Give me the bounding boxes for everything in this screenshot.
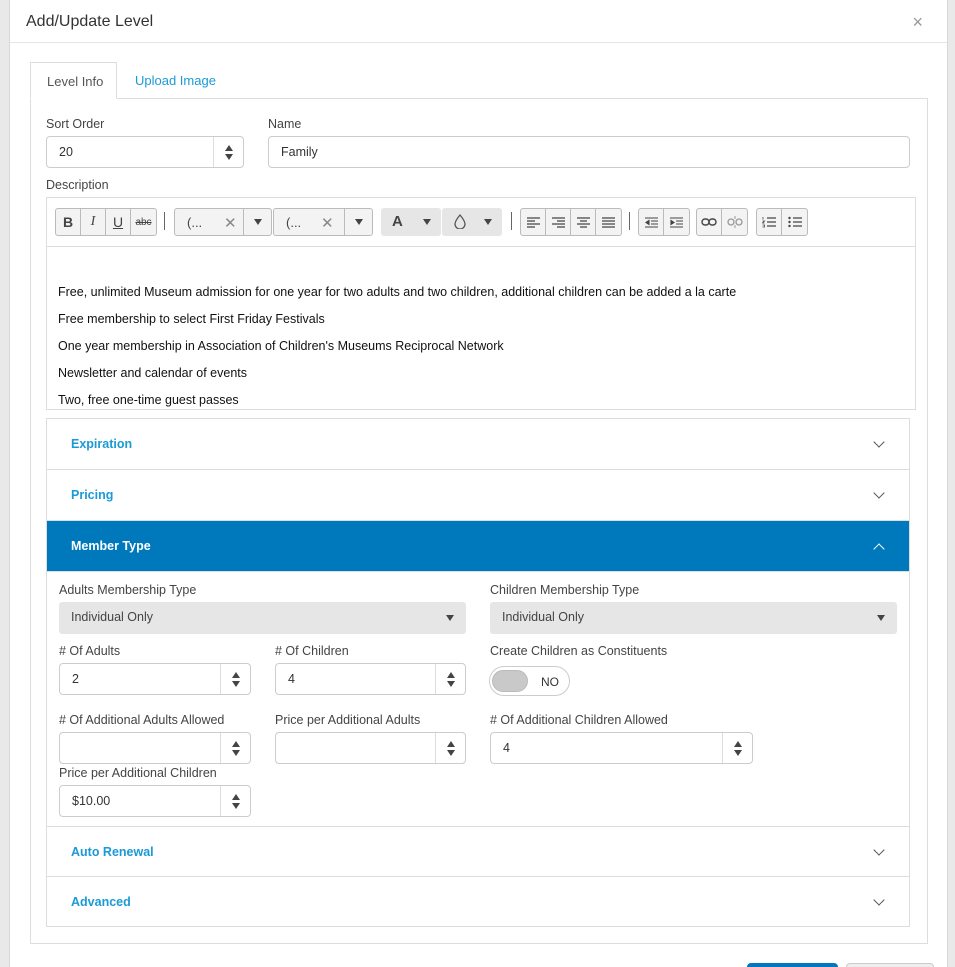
chevron-down-icon[interactable] — [484, 219, 492, 225]
additional-children-label: # Of Additional Children Allowed — [490, 713, 668, 727]
indent-group — [638, 208, 690, 236]
num-adults-label: # Of Adults — [59, 644, 121, 658]
unordered-list-icon — [788, 216, 802, 228]
decrement-icon[interactable] — [734, 750, 742, 756]
price-additional-adults-stepper[interactable] — [435, 733, 465, 763]
pricing-section-title: Pricing — [71, 488, 114, 502]
font-size-select[interactable] — [273, 208, 373, 236]
children-membership-type-select[interactable] — [490, 602, 897, 634]
font-name-value: (... — [187, 215, 203, 230]
text-style-group — [55, 208, 157, 236]
outdent-button[interactable] — [639, 209, 664, 235]
ordered-list-icon — [762, 216, 776, 228]
align-left-icon — [527, 217, 540, 228]
description-line: One year membership in Association of Children's Museums Reciprocal Network — [58, 339, 504, 353]
outdent-icon — [645, 217, 658, 228]
num-children-value: 4 — [288, 672, 295, 686]
clear-icon[interactable]: ✕ — [321, 215, 334, 232]
additional-adults-input[interactable] — [59, 732, 251, 764]
decrement-icon[interactable] — [232, 803, 240, 809]
align-center-button[interactable] — [571, 209, 596, 235]
decrement-icon[interactable] — [447, 681, 455, 687]
num-children-label: # Of Children — [275, 644, 349, 658]
advanced-section-header[interactable] — [47, 877, 909, 928]
member-type-section-header[interactable] — [47, 521, 909, 572]
editor-content[interactable] — [47, 247, 915, 409]
description-line: Free, unlimited Museum admission for one year for two adults and two children, additional children can be added a la carte — [58, 285, 737, 299]
name-input[interactable] — [268, 136, 910, 168]
ordered-list-button[interactable] — [757, 209, 782, 235]
clear-icon[interactable]: ✕ — [224, 215, 237, 232]
save-button[interactable] — [747, 963, 838, 967]
num-adults-stepper[interactable] — [220, 664, 250, 694]
toggle-knob[interactable] — [492, 670, 528, 692]
additional-adults-label: # Of Additional Adults Allowed — [59, 713, 225, 727]
create-children-toggle[interactable] — [489, 666, 570, 696]
increment-icon[interactable] — [232, 672, 240, 678]
expiration-section-title: Expiration — [71, 437, 133, 451]
children-membership-type-label: Children Membership Type — [490, 583, 640, 597]
create-children-label: Create Children as Constituents — [490, 644, 668, 658]
description-line: Free membership to select First Friday Festivals — [58, 312, 325, 326]
chevron-down-icon — [873, 844, 884, 855]
underline-button[interactable]: U — [106, 209, 131, 235]
font-size-value: (... — [286, 215, 302, 230]
sort-order-input[interactable] — [46, 136, 244, 168]
tab-level-info[interactable]: Level Info — [30, 62, 117, 99]
increment-icon[interactable] — [232, 741, 240, 747]
num-children-input[interactable] — [275, 663, 466, 695]
auto-renewal-section-header[interactable] — [47, 826, 909, 877]
link-group — [696, 208, 748, 236]
description-label: Description — [46, 178, 109, 192]
toggle-state: NO — [541, 675, 559, 689]
additional-children-stepper[interactable] — [722, 733, 752, 763]
bold-button[interactable]: B — [56, 209, 81, 235]
num-children-stepper[interactable] — [435, 664, 465, 694]
increment-icon[interactable] — [232, 794, 240, 800]
price-additional-children-stepper[interactable] — [220, 786, 250, 816]
additional-children-input[interactable] — [490, 732, 753, 764]
increment-icon[interactable] — [447, 741, 455, 747]
close-icon[interactable]: × — [912, 12, 923, 32]
indent-icon — [670, 217, 683, 228]
children-membership-type-value: Individual Only — [502, 610, 584, 624]
decrement-icon[interactable] — [447, 750, 455, 756]
align-justify-button[interactable] — [596, 209, 621, 235]
cancel-button[interactable] — [846, 963, 934, 967]
align-right-button[interactable] — [546, 209, 571, 235]
align-left-button[interactable] — [521, 209, 546, 235]
adults-membership-type-value: Individual Only — [71, 610, 153, 624]
additional-children-value: 4 — [503, 741, 510, 755]
increment-icon[interactable] — [734, 741, 742, 747]
sort-order-stepper[interactable] — [213, 137, 243, 167]
toolbar-divider — [629, 212, 630, 230]
chevron-down-icon[interactable] — [423, 219, 431, 225]
unlink-icon — [727, 216, 743, 228]
description-line: Two, free one-time guest passes — [58, 393, 239, 407]
background-color-picker[interactable] — [442, 208, 502, 236]
name-label: Name — [268, 117, 302, 131]
decrement-icon[interactable] — [225, 154, 233, 160]
decrement-icon[interactable] — [232, 750, 240, 756]
increment-icon[interactable] — [447, 672, 455, 678]
price-additional-children-value: $10.00 — [72, 794, 111, 808]
strikethrough-button[interactable]: abc — [135, 216, 152, 228]
pricing-section-header[interactable] — [47, 470, 909, 521]
adults-membership-type-label: Adults Membership Type — [59, 583, 197, 597]
link-button[interactable] — [697, 209, 722, 235]
caret-down-icon — [446, 615, 454, 621]
advanced-section-title: Advanced — [71, 895, 131, 909]
toolbar-divider — [511, 212, 512, 230]
align-center-icon — [577, 217, 590, 228]
indent-button[interactable] — [664, 209, 689, 235]
sort-order-value: 20 — [59, 145, 73, 159]
description-line: Newsletter and calendar of events — [58, 366, 247, 380]
chevron-down-icon[interactable] — [344, 209, 372, 235]
price-additional-adults-input[interactable] — [275, 732, 466, 764]
text-color-picker[interactable] — [381, 208, 441, 236]
sort-order-label: Sort Order — [46, 117, 105, 131]
member-type-section-title: Member Type — [71, 539, 151, 553]
auto-renewal-section-title: Auto Renewal — [71, 845, 154, 859]
font-name-select[interactable] — [174, 208, 272, 236]
num-adults-value: 2 — [72, 672, 79, 686]
decrement-icon[interactable] — [232, 681, 240, 687]
price-additional-children-label: Price per Additional Children — [59, 766, 217, 780]
price-additional-children-input[interactable] — [59, 785, 251, 817]
additional-adults-stepper[interactable] — [220, 733, 250, 763]
align-justify-icon — [602, 217, 615, 228]
alignment-group — [520, 208, 622, 236]
link-icon — [701, 217, 717, 227]
increment-icon[interactable] — [225, 145, 233, 151]
chevron-down-icon — [873, 894, 884, 905]
adults-membership-type-select[interactable] — [59, 602, 466, 634]
chevron-down-icon — [873, 436, 884, 447]
name-value: Family — [281, 145, 318, 159]
modal-header — [10, 0, 947, 43]
unordered-list-button[interactable] — [782, 209, 807, 235]
expiration-section-header[interactable] — [47, 419, 909, 470]
price-additional-adults-label: Price per Additional Adults — [275, 713, 421, 727]
tab-upload-image[interactable]: Upload Image — [135, 73, 216, 88]
num-adults-input[interactable] — [59, 663, 251, 695]
list-group — [756, 208, 808, 236]
text-color-icon: A — [392, 213, 403, 230]
chevron-down-icon[interactable] — [243, 209, 271, 235]
toolbar-divider — [164, 212, 165, 230]
caret-down-icon — [877, 615, 885, 621]
droplet-icon — [454, 214, 466, 229]
unlink-button[interactable] — [722, 209, 747, 235]
chevron-down-icon — [873, 487, 884, 498]
editor-toolbar — [47, 198, 915, 247]
chevron-up-icon — [873, 543, 884, 554]
description-editor — [46, 197, 916, 410]
modal-title: Add/Update Level — [26, 13, 154, 30]
italic-button[interactable]: I — [81, 209, 106, 235]
align-right-icon — [552, 217, 565, 228]
